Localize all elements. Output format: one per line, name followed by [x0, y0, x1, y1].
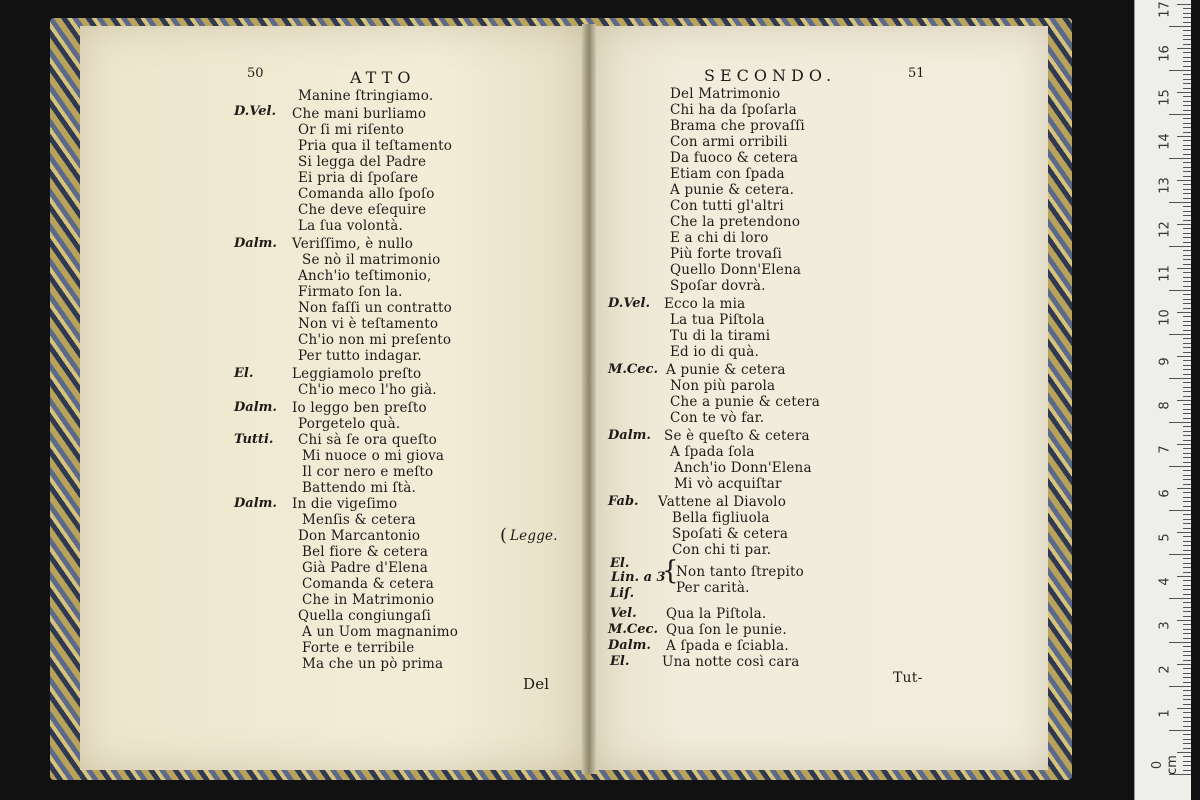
ruler-tick [1183, 211, 1191, 212]
ruler-label: 4 [1157, 577, 1173, 586]
speaker-label: Dalm. [234, 400, 277, 415]
ruler-tick [1183, 132, 1191, 133]
ruler-label: 11 [1157, 265, 1173, 282]
ruler-tick [1183, 558, 1191, 559]
ruler-tick [1169, 554, 1191, 555]
ruler-tick [1183, 162, 1191, 163]
ruler-tick [1183, 748, 1191, 749]
ruler-tick [1177, 620, 1191, 621]
right-page-number: 51 [908, 66, 925, 81]
ruler-tick [1169, 642, 1191, 643]
ruler-tick [1183, 440, 1191, 441]
verse-line: Quello Donn'Elena [670, 262, 802, 278]
speaker-label: M.Cec. [608, 362, 658, 377]
speaker-label: Vel. [610, 606, 637, 621]
ruler-tick [1183, 145, 1191, 146]
speaker-label: Dalm. [234, 236, 277, 251]
verse-line: Del Matrimonio [670, 86, 781, 102]
ruler-tick [1169, 334, 1191, 335]
verse-line: Menſis & cetera [302, 512, 416, 528]
ruler-tick [1183, 338, 1191, 339]
speaker-label: Fab. [608, 494, 639, 509]
verse-line: Che deve eſequire [298, 202, 427, 218]
verse-line: Già Padre d'Elena [302, 560, 429, 576]
ruler-tick [1183, 660, 1191, 661]
ruler-tick [1183, 193, 1191, 194]
verse-line: Se è queſto & cetera [664, 428, 810, 444]
ruler-tick [1183, 325, 1191, 326]
verse-line: Con chi ti par. [672, 542, 772, 558]
ruler-tick [1177, 92, 1191, 93]
ruler-tick [1183, 638, 1191, 639]
ruler-tick [1183, 479, 1191, 480]
ruler-tick [1183, 396, 1191, 397]
ruler-tick [1183, 140, 1191, 141]
ruler-label: 9 [1157, 357, 1173, 366]
ruler-tick [1183, 57, 1191, 58]
right-catchword: Tut- [893, 670, 923, 686]
verse-line: A un Uom magnanimo [302, 624, 459, 640]
verse-line: Che la pretendono [670, 214, 801, 230]
ruler-tick [1183, 79, 1191, 80]
verse-line: Il cor nero e meſto [302, 464, 434, 480]
ruler-tick [1183, 352, 1191, 353]
ruler-tick [1169, 686, 1191, 687]
ruler-tick [1183, 17, 1191, 18]
ruler-tick [1177, 488, 1191, 489]
ruler-tick [1169, 598, 1191, 599]
verse-line: Che in Matrimonio [302, 592, 435, 608]
ruler-tick [1183, 171, 1191, 172]
ruler-tick [1183, 127, 1191, 128]
ruler-tick [1183, 189, 1191, 190]
ruler-tick [1177, 400, 1191, 401]
ruler-label: 5 [1157, 533, 1173, 542]
ruler-tick [1183, 387, 1191, 388]
ruler-tick [1183, 431, 1191, 432]
ruler-tick [1183, 770, 1191, 771]
ruler-tick [1177, 356, 1191, 357]
speaker-label: Dalm. [608, 428, 651, 443]
verse-line: Si legga del Padre [298, 154, 427, 170]
ruler-label: 8 [1157, 401, 1173, 410]
ruler-tick [1169, 510, 1191, 511]
ruler-tick [1177, 48, 1191, 49]
ruler-tick [1183, 404, 1191, 405]
verse-line: Qua la Piſtola. [666, 606, 767, 622]
verse-line: Anch'io Donn'Elena [674, 460, 812, 476]
ruler-tick [1177, 532, 1191, 533]
measuring-ruler [1134, 0, 1191, 800]
verse-line: Comanda allo ſpoſo [298, 186, 435, 202]
ruler-label: 14 [1157, 133, 1173, 150]
ruler-label: 6 [1157, 489, 1173, 498]
verse-line: Che a punie & cetera [670, 394, 821, 410]
verse-line: Porgetelo quà. [298, 416, 401, 432]
ruler-tick [1169, 246, 1191, 247]
ruler-tick [1183, 360, 1191, 361]
ruler-tick [1183, 484, 1191, 485]
ruler-tick [1177, 576, 1191, 577]
ruler-tick [1183, 52, 1191, 53]
ruler-tick [1183, 184, 1191, 185]
ruler-tick [1183, 655, 1191, 656]
ruler-tick [1183, 616, 1191, 617]
ruler-tick [1183, 250, 1191, 251]
ruler-tick [1183, 457, 1191, 458]
ruler-tick [1183, 110, 1191, 111]
verse-line: Più forte trovaſi [670, 246, 783, 262]
ruler-tick [1183, 391, 1191, 392]
ruler-tick [1183, 330, 1191, 331]
ruler-tick [1183, 88, 1191, 89]
ruler-tick [1183, 118, 1191, 119]
ruler-tick [1183, 343, 1191, 344]
ruler-tick [1183, 308, 1191, 309]
ruler-tick [1183, 74, 1191, 75]
verse-line: Ch'io meco l'ho già. [298, 382, 437, 398]
ruler-tick [1183, 523, 1191, 524]
verse-line: Firmato ſon la. [298, 284, 403, 300]
ruler-tick [1183, 594, 1191, 595]
verse-line: Bella figliuola [672, 510, 770, 526]
left-side-note-brace: ( [500, 525, 508, 546]
ruler-tick [1183, 462, 1191, 463]
ruler-tick [1183, 712, 1191, 713]
ruler-tick [1183, 690, 1191, 691]
speaker-brace: { [662, 556, 679, 586]
ruler-tick [1183, 409, 1191, 410]
ruler-tick [1183, 704, 1191, 705]
ruler-tick [1169, 70, 1191, 71]
ruler-tick [1183, 66, 1191, 67]
ruler-tick [1183, 281, 1191, 282]
ruler-tick [1183, 651, 1191, 652]
ruler-tick [1183, 30, 1191, 31]
ruler-tick [1183, 453, 1191, 454]
ruler-tick [1183, 286, 1191, 287]
ruler-tick [1183, 528, 1191, 529]
ruler-tick [1183, 699, 1191, 700]
ruler-tick [1183, 435, 1191, 436]
ruler-tick [1183, 316, 1191, 317]
ruler-label: 13 [1157, 177, 1173, 194]
ruler-tick [1183, 101, 1191, 102]
ruler-tick [1177, 4, 1191, 5]
verse-line: Ch'io non mi preſento [298, 332, 452, 348]
verse-line: Ma che un pò prima [302, 656, 444, 672]
ruler-tick [1183, 413, 1191, 414]
ruler-tick [1183, 8, 1191, 9]
ruler-label: 16 [1157, 45, 1173, 62]
verse-line: A ſpada e ſciabla. [666, 638, 789, 654]
ruler-tick [1183, 35, 1191, 36]
verse-line: Ed io di quà. [670, 344, 760, 360]
ruler-tick [1183, 668, 1191, 669]
verse-line: Leggiamolo preſto [292, 366, 422, 382]
ruler-tick [1183, 726, 1191, 727]
ruler-tick [1183, 176, 1191, 177]
ruler-tick [1183, 514, 1191, 515]
ruler-tick [1183, 277, 1191, 278]
ruler-label: 15 [1157, 89, 1173, 106]
ruler-tick [1183, 426, 1191, 427]
verse-line: Da fuoco & cetera [670, 150, 799, 166]
ruler-tick [1183, 563, 1191, 564]
ruler-tick [1183, 743, 1191, 744]
speaker-label: Dalm. [234, 496, 277, 511]
verse-line: A punie & cetera. [670, 182, 795, 198]
ruler-tick [1183, 13, 1191, 14]
speaker-label-lin-a3: Lin. a 3 [611, 570, 666, 585]
verse-line: Chi sà ſe ora queſto [298, 432, 437, 448]
ruler-label: 7 [1157, 445, 1173, 454]
verse-line: Per tutto indagar. [298, 348, 422, 364]
verse-line: E a chi di loro [670, 230, 769, 246]
ruler-tick [1169, 158, 1191, 159]
ruler-tick [1177, 180, 1191, 181]
ruler-tick [1183, 294, 1191, 295]
verse-line: Brama che provaſſi [670, 118, 805, 134]
ruler-tick [1183, 237, 1191, 238]
ruler-tick [1183, 347, 1191, 348]
verse-line: Ecco la mia [664, 296, 746, 312]
left-side-note: Legge. [510, 528, 558, 544]
ruler-tick [1183, 206, 1191, 207]
ruler-tick [1183, 734, 1191, 735]
verse-line: In die vigeſimo [292, 496, 398, 512]
ruler-tick [1183, 369, 1191, 370]
ruler-tick [1169, 26, 1191, 27]
speaker-label: El. [234, 366, 254, 381]
ruler-tick [1177, 708, 1191, 709]
verse-line: La tua Piſtola [670, 312, 765, 328]
verse-line: Non faſſi un contratto [298, 300, 452, 316]
ruler-tick [1183, 589, 1191, 590]
ruler-tick [1183, 550, 1191, 551]
verse-line: Chi ha da ſpoſarla [670, 102, 797, 118]
ruler-label: 2 [1157, 665, 1173, 674]
ruler-tick [1183, 761, 1191, 762]
left-running-head: ATTO [350, 68, 416, 87]
speaker-label: El. [610, 654, 630, 669]
ruler-tick [1183, 303, 1191, 304]
ruler-tick [1183, 61, 1191, 62]
ruler-tick [1183, 299, 1191, 300]
ruler-tick [1183, 228, 1191, 229]
ruler-tick [1169, 466, 1191, 467]
ruler-tick [1177, 664, 1191, 665]
verse-line: Io leggo ben preſto [292, 400, 427, 416]
ruler-tick [1177, 312, 1191, 313]
ruler-tick [1169, 202, 1191, 203]
ruler-tick [1183, 624, 1191, 625]
ruler-tick [1183, 607, 1191, 608]
ruler-label: 1 [1157, 709, 1173, 718]
ruler-tick [1183, 756, 1191, 757]
verse-line: Mi nuoce o mi giova [302, 448, 445, 464]
ruler-tick [1183, 123, 1191, 124]
ruler-tick [1183, 492, 1191, 493]
ruler-tick [1183, 765, 1191, 766]
verse-line: Comanda & cetera [302, 576, 434, 592]
verse-line: Bel fiore & cetera [302, 544, 429, 560]
verse-line: Pria qua il teſtamento [298, 138, 453, 154]
ruler-tick [1183, 567, 1191, 568]
verse-line: Mi vò acquiſtar [674, 476, 782, 492]
ruler-tick [1183, 39, 1191, 40]
ruler-tick [1183, 96, 1191, 97]
verse-line: Con tutti gl'altri [670, 198, 784, 214]
verse-line: Con te vò far. [670, 410, 765, 426]
ruler-tick [1183, 105, 1191, 106]
ruler-tick [1183, 721, 1191, 722]
ruler-tick [1177, 444, 1191, 445]
verse-line: Per carità. [676, 580, 750, 596]
verse-line: Non vi è teſtamento [298, 316, 439, 332]
ruler-tick [1183, 541, 1191, 542]
ruler-tick [1177, 136, 1191, 137]
ruler-tick [1183, 519, 1191, 520]
verse-line: Don Marcantonio [298, 528, 421, 544]
verse-line: Vattene al Diavolo [658, 494, 787, 510]
ruler-tick [1183, 611, 1191, 612]
ruler-tick [1183, 633, 1191, 634]
ruler-tick [1183, 602, 1191, 603]
ruler-tick [1183, 506, 1191, 507]
speaker-label: Liſ. [610, 586, 635, 601]
ruler-tick [1183, 365, 1191, 366]
ruler-tick [1183, 418, 1191, 419]
ruler-tick [1183, 673, 1191, 674]
ruler-tick [1183, 321, 1191, 322]
ruler-tick [1169, 730, 1191, 731]
ruler-label: 10 [1157, 309, 1173, 326]
ruler-tick [1183, 475, 1191, 476]
book-gutter [582, 24, 596, 774]
ruler-tick [1183, 448, 1191, 449]
ruler-tick [1183, 677, 1191, 678]
verse-line: Spoſar dovrà. [670, 278, 766, 294]
verse-line: Anch'io teſtimonio, [298, 268, 432, 284]
verse-line: Che mani burliamo [292, 106, 427, 122]
ruler-tick [1183, 382, 1191, 383]
verse-line: Ei pria di ſpoſare [298, 170, 419, 186]
verse-line: La ſua volontà. [298, 218, 403, 234]
verse-line: Con armi orribili [670, 134, 788, 150]
ruler-tick [1183, 242, 1191, 243]
ruler-label: 0 cm [1150, 755, 1180, 775]
ruler-tick [1183, 167, 1191, 168]
verse-line: Non più parola [670, 378, 776, 394]
ruler-tick [1183, 44, 1191, 45]
verse-line: Non tanto ſtrepito [676, 564, 804, 580]
verse-line: Veriſſimo, è nullo [292, 236, 414, 252]
ruler-tick [1183, 272, 1191, 273]
verse-line: Etiam con ſpada [670, 166, 785, 182]
verse-line: A ſpada ſola [670, 444, 755, 460]
speaker-label: D.Vel. [608, 296, 650, 311]
ruler-tick [1183, 580, 1191, 581]
ruler-tick [1183, 739, 1191, 740]
ruler-tick [1183, 536, 1191, 537]
verse-line: Or ſi mi riſento [298, 122, 405, 138]
ruler-tick [1169, 378, 1191, 379]
ruler-tick [1183, 682, 1191, 683]
speaker-label: Tutti. [234, 432, 274, 447]
ruler-tick [1183, 717, 1191, 718]
ruler-tick [1183, 572, 1191, 573]
ruler-tick [1183, 695, 1191, 696]
left-catchword: Del [523, 675, 550, 693]
speaker-label: Dalm. [608, 638, 651, 653]
verse-line: A punie & cetera [666, 362, 786, 378]
ruler-tick [1169, 114, 1191, 115]
ruler-tick [1183, 259, 1191, 260]
ruler-tick [1183, 264, 1191, 265]
ruler-tick [1183, 501, 1191, 502]
verse-line: Una notte così cara [662, 654, 800, 670]
ruler-label: 3 [1157, 621, 1173, 630]
ruler-tick [1169, 422, 1191, 423]
right-running-head: SECONDO. [704, 66, 837, 85]
verse-line: Spoſati & cetera [672, 526, 789, 542]
verse-line: Se nò il matrimonio [302, 252, 441, 268]
ruler-tick [1183, 374, 1191, 375]
speaker-label: D.Vel. [234, 104, 276, 119]
speaker-label: M.Cec. [608, 622, 658, 637]
verse-line: Manine ſtringiamo. [298, 88, 434, 104]
ruler-tick [1183, 233, 1191, 234]
ruler-tick [1183, 22, 1191, 23]
ruler-tick [1183, 149, 1191, 150]
verse-line: Battendo mi ſtà. [302, 480, 416, 496]
ruler-tick [1183, 83, 1191, 84]
ruler-tick [1183, 497, 1191, 498]
ruler-tick [1183, 255, 1191, 256]
ruler-tick [1183, 220, 1191, 221]
ruler-label: 12 [1157, 221, 1173, 238]
ruler-tick [1177, 224, 1191, 225]
ruler-tick [1177, 268, 1191, 269]
ruler-tick [1183, 470, 1191, 471]
ruler-tick [1183, 545, 1191, 546]
ruler-tick [1183, 198, 1191, 199]
verse-line: Tu di la tirami [670, 328, 771, 344]
verse-line: Forte e terribile [302, 640, 415, 656]
ruler-tick [1183, 646, 1191, 647]
ruler-label: 17 [1157, 1, 1173, 18]
verse-line: Quella congiungaſi [298, 608, 432, 624]
ruler-tick [1183, 629, 1191, 630]
verse-line: Qua ſon le punie. [666, 622, 787, 638]
ruler-tick [1183, 215, 1191, 216]
speaker-label: El. [610, 556, 630, 571]
left-page-number: 50 [247, 66, 264, 81]
ruler-tick [1183, 585, 1191, 586]
ruler-tick [1169, 290, 1191, 291]
ruler-tick [1183, 154, 1191, 155]
